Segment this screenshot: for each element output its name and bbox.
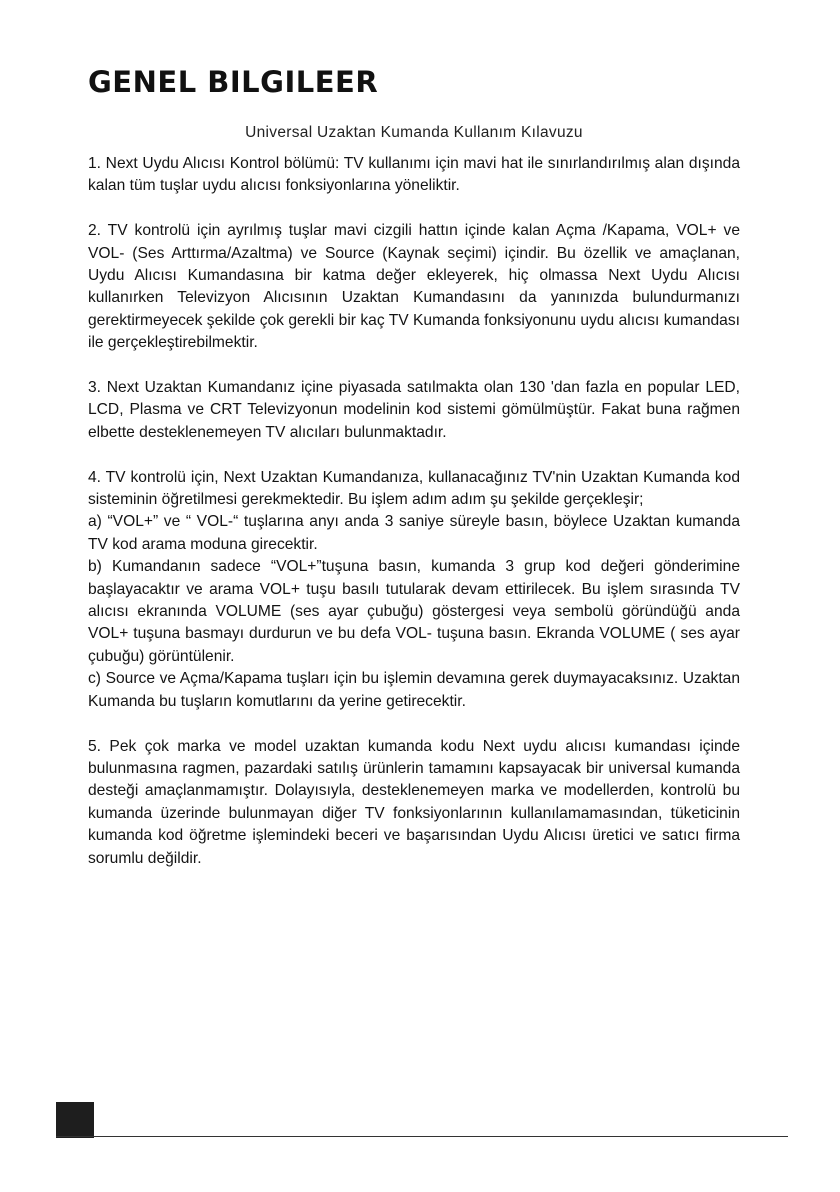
body-text [88,153,740,870]
page-title: GENEL BILGILEER [88,65,379,99]
document-subtitle: Universal Uzaktan Kumanda Kullanım Kılavuzu [245,124,583,141]
section-4-step-a: a) “VOL+” ve “ VOL-“ tuşlarına anyı anda 3 saniye süreyle basın, böylece Uzaktan kumanda TV kod arama moduna girecektir. [88,513,740,553]
footer-rule [56,1136,788,1137]
section-4-intro-paragraph: 4. TV kontrolü için, Next Uzaktan Kumandanıza, kullanacağınız TV'nin Uzaktan Kumanda kod sisteminin öğretilmesi gerekmektedir. Bu işlem adım adım şu şekilde gerçekleşir; [88,468,740,509]
footer-page-marker [56,1102,94,1138]
section-5-paragraph: 5. Pek çok marka ve model uzaktan kumanda kodu Next uydu alıcısı kumandası içinde bulunmasına ragmen, pazardaki satılış ürünlerin tamamını kapsayacak bir universal kumanda desteği amaçlanmamıştır. Dolayısıyla, desteklenemeyen marka ve modellerden, kontrolü bu kumanda üzerinde bulunmayan diğer TV fonksiyonlarının kullanılamamasından, tüketicinin kumanda kod öğretme işlemindeki beceri ve başarısından Uydu Alıcısı üretici ve satıcı firma sorumlu değildir. [88,737,740,867]
section-1-paragraph: 1. Next Uydu Alıcısı Kontrol bölümü: TV kullanımı için mavi hat ile sınırlandırılmış alan dışında kalan tüm tuşlar uydu alıcısı fonksiyonlarına yöneliktir. [88,155,740,195]
section-2-paragraph: 2. TV kontrolü için ayrılmış tuşlar mavi cizgili hattın içinde kalan Açma /Kapama, VOL+ ve VOL- (Ses Arttırma/Azaltma) ve Source (Kaynak seçimi) içindir. Bu özellik ve amaçlanan, Uydu Alıcısı Kumandasına bir katma değer ekleyerek, hiç olmassa Next Uydu Alıcısı kullanırken Televizyon Alıcısının Uzaktan Kumandasını da yanınızda bulundurmanızı gerektirmeyecek şekilde çok gerekli bir kaç TV Kumanda fonksiyonunu uydu alıcısı kumandası ile gerçekleştirebilmektir. [88,222,740,352]
section-3-paragraph: 3. Next Uzaktan Kumandanız içine piyasada satılmakta olan 130 'dan fazla en popular LED, LCD, Plasma ve CRT Televizyonun modelinin kod sistemi gömülmüştür. Fakat buna rağmen elbette desteklenemeyen TV alıcıları bulunmaktadır. [88,379,740,441]
section-4-step-b: b) Kumandanın sadece “VOL+”tuşuna basın, kumanda 3 grup kod değeri gönderimine başlayacaktır ve arama VOL+ tuşu basılı tutularak devam ettirilecek. Bu işlem sırasında TV alıcısı ekranında VOLUME (ses ayar çubuğu) göstergesi veya sembolü göründüğü anda VOL+ tuşuna basmayı durdurun ve bu defa VOL- tuşuna basın. Ekranda VOLUME ( ses ayar çubuğu) görüntülenir. [88,558,740,665]
section-4-step-c: c) Source ve Açma/Kapama tuşları için bu işlemin devamına gerek duymayacaksınız. Uzaktan Kumanda bu tuşların komutlarını da yerine getirecektir. [88,670,740,710]
